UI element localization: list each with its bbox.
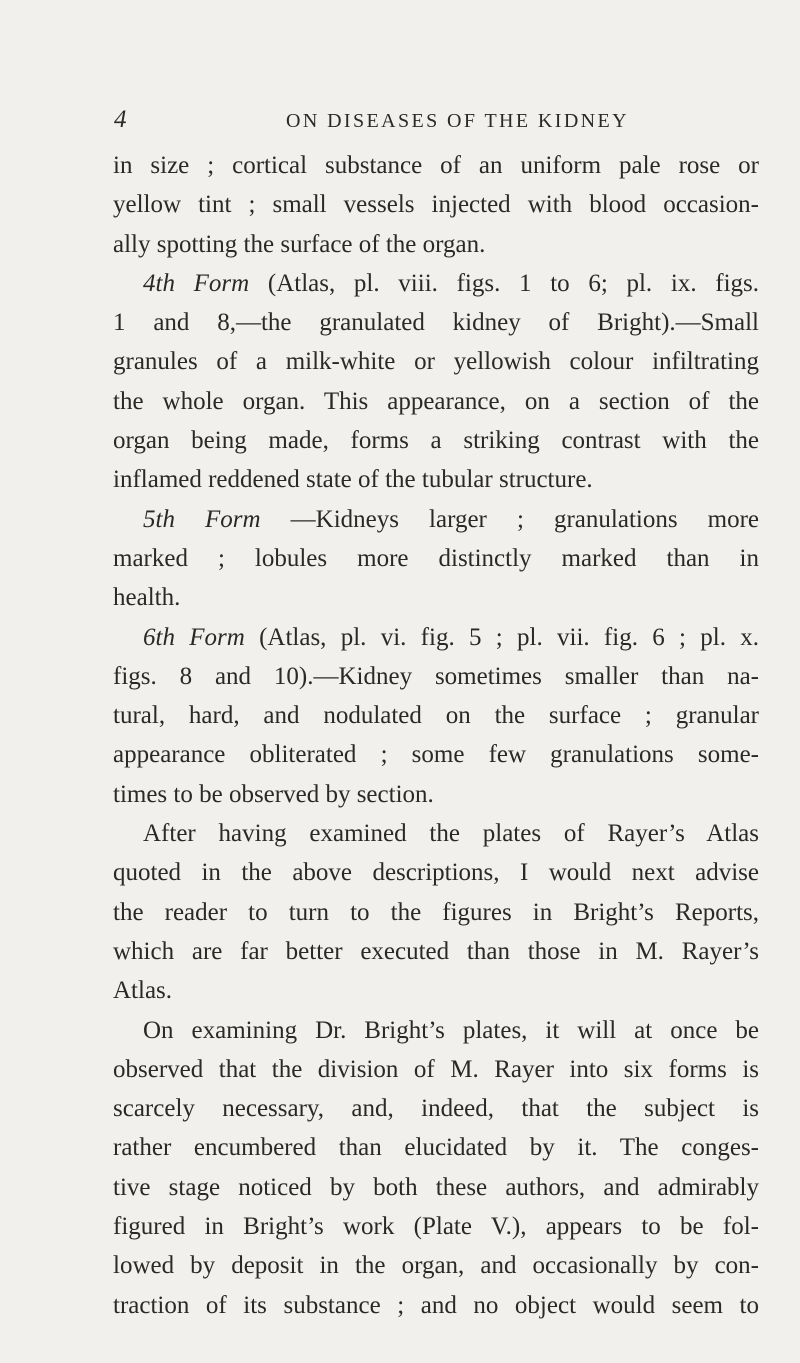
text-line (113, 932, 759, 971)
text-run: tive stage noticed by both these authors, and admirably (113, 1173, 759, 1201)
text-line (113, 1168, 759, 1207)
text-line (113, 185, 759, 224)
text-line (113, 657, 759, 696)
text-run: On examining Dr. Bright’s plates, it will at once be (143, 1016, 759, 1044)
text-run: rather encumbered than elucidated by it. The conges- (113, 1134, 759, 1162)
text-line (113, 618, 759, 657)
text-line (113, 264, 759, 303)
text-run: —Kidneys larger ; granulations more (260, 505, 760, 533)
italic-heading: 4th Form (143, 269, 250, 297)
text-line (113, 735, 759, 774)
italic-heading: 6th Form (143, 623, 245, 651)
text-run: (Atlas, pl. viii. figs. 1 to 6; pl. ix. figs. (249, 269, 760, 297)
text-line (113, 303, 759, 342)
text-line (113, 1286, 759, 1325)
text-run: granules of a milk-white or yellowish colour infiltrating (113, 348, 759, 376)
text-run: health. (113, 584, 181, 612)
text-line (113, 696, 759, 735)
text-line (113, 971, 759, 1010)
text-run: in size ; cortical substance of an uniform pale rose or (113, 152, 759, 179)
text-run: which are far better executed than those in M. Rayer’s (113, 937, 759, 965)
text-run: traction of its substance ; and no object would seem to (113, 1291, 759, 1319)
text-run: yellow tint ; small vessels injected with blood occasion- (113, 191, 759, 219)
text-line (113, 1050, 759, 1089)
text-line (113, 814, 759, 853)
text-run: 1 and 8,—the granulated kidney of Bright).—Small (113, 309, 759, 337)
text-run: (Atlas, pl. vi. fig. 5 ; pl. vii. fig. 6 ; pl. x. (244, 623, 759, 651)
text-line (113, 1128, 759, 1167)
running-head: ON DISEASES OF THE KIDNEY (286, 110, 629, 132)
text-line (113, 500, 759, 539)
text-line (113, 578, 759, 617)
page-header (114, 106, 754, 138)
text-line (113, 421, 759, 460)
text-line (113, 539, 759, 578)
text-run: Atlas. (113, 977, 173, 1005)
text-run: organ being made, forms a striking contrast with the (113, 427, 759, 455)
text-line (113, 1011, 759, 1050)
text-run: quoted in the above descriptions, I would next advise (113, 859, 759, 887)
text-line (113, 342, 759, 381)
text-run: inflamed reddened state of the tubular structure. (113, 466, 593, 494)
text-line (113, 1089, 759, 1128)
text-run: ally spotting the surface of the organ. (113, 230, 486, 258)
text-run: times to be observed by section. (113, 780, 434, 808)
text-line (113, 1246, 759, 1285)
text-line (113, 146, 759, 185)
text-run: figs. 8 and 10).—Kidney sometimes smaller than na- (113, 662, 759, 690)
text-line (113, 893, 759, 932)
italic-heading: 5th Form (143, 505, 261, 533)
text-run: scarcely necessary, and, indeed, that the subject is (113, 1095, 759, 1123)
text-run: figured in Bright’s work (Plate V.), appears to be fol- (113, 1213, 759, 1241)
text-run: marked ; lobules more distinctly marked than in (113, 544, 759, 572)
text-line (113, 853, 759, 892)
text-line (113, 1207, 759, 1246)
text-line (113, 225, 759, 264)
text-line (113, 775, 759, 814)
text-line (113, 382, 759, 421)
page-number: 4 (114, 106, 128, 133)
text-run: the whole organ. This appearance, on a section of the (113, 387, 759, 415)
text-run: tural, hard, and nodulated on the surface ; granular (113, 702, 759, 730)
body-text (113, 146, 759, 1325)
text-run: observed that the division of M. Rayer into six forms is (113, 1055, 759, 1083)
text-line (113, 460, 759, 499)
text-run: lowed by deposit in the organ, and occasionally by con- (113, 1252, 759, 1280)
text-run: the reader to turn to the figures in Bright’s Reports, (113, 898, 759, 926)
text-run: After having examined the plates of Rayer’s Atlas (143, 820, 759, 848)
text-run: appearance obliterated ; some few granulations some- (113, 741, 759, 769)
